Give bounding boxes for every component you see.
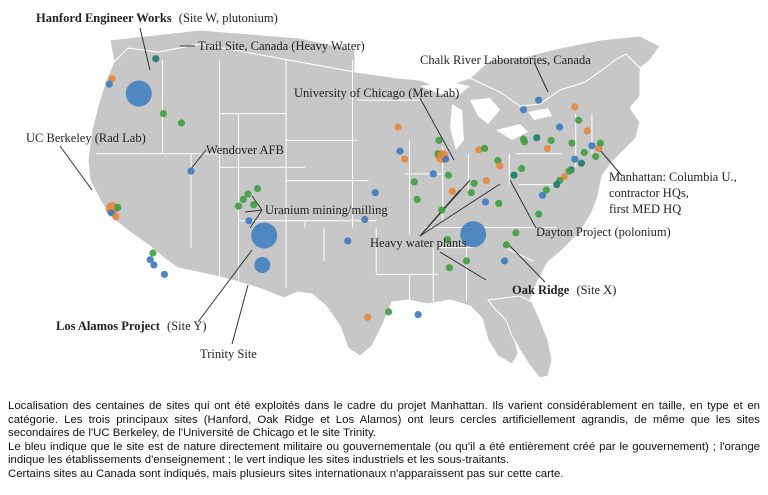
label-trinity: Trinity Site — [200, 347, 257, 361]
site-marker-chalk-river — [535, 97, 542, 104]
site-marker-s33 — [496, 162, 503, 169]
label-chalk-river: Chalk River Laboratories, Canada — [420, 53, 591, 67]
site-marker-trail — [152, 55, 159, 62]
site-marker-s2 — [106, 81, 113, 88]
site-marker-chalk-river-2 — [520, 106, 527, 113]
site-marker-s25 — [435, 137, 442, 144]
site-marker-s20 — [395, 123, 402, 130]
site-marker-s37 — [468, 189, 475, 196]
label-los-alamos — [56, 319, 207, 333]
site-marker-trinity — [254, 257, 270, 273]
site-marker-s63 — [556, 123, 563, 130]
site-marker-s64 — [503, 241, 510, 248]
label-hanford-detail: (Site W, plutonium) — [178, 11, 278, 25]
label-manhattan-3: first MED HQ — [609, 202, 682, 216]
site-marker-s58 — [581, 149, 588, 156]
site-marker-canada-east — [571, 103, 578, 110]
site-marker-s44 — [548, 137, 555, 144]
label-dayton: Dayton Project (polonium) — [536, 225, 671, 239]
label-los-alamos-name: Los Alamos Project — [56, 319, 160, 333]
label-los-alamos-detail: (Site Y) — [167, 319, 207, 333]
site-marker-s24 — [430, 170, 437, 177]
caption-paragraph-2: Le bleu indique que le site est de nature directement militaire ou gouvernementale (ou qu'il a été entièrement créé par le gouvernement) ; l'orange indique les établissements d'enseignement ; le vert indique les sites industriels et les sous-traitants. — [8, 440, 760, 467]
label-hanford — [36, 11, 278, 25]
site-marker-s53 — [539, 192, 546, 199]
leader-berkeley — [60, 146, 92, 190]
site-marker-s42 — [533, 134, 540, 141]
site-marker-s12 — [240, 196, 247, 203]
site-marker-los-alamos — [251, 223, 277, 249]
label-uranium: Uranium mining/milling — [265, 203, 388, 217]
site-marker-s36 — [483, 177, 490, 184]
site-marker-s45 — [568, 140, 575, 147]
site-marker-s76 — [437, 152, 444, 159]
site-marker-s29 — [449, 188, 456, 195]
site-marker-s14 — [235, 203, 242, 210]
site-marker-s4 — [178, 119, 185, 126]
site-marker-s31 — [481, 145, 488, 152]
site-marker-s57 — [578, 160, 585, 167]
site-marker-s10 — [149, 249, 156, 256]
site-marker-s9 — [150, 261, 157, 268]
caption-paragraph-3: Certains sites au Canada sont indiqués, mais plusieurs sites internationaux n'apparaissent pas sur cette carte. — [8, 467, 564, 480]
figure-caption — [8, 400, 760, 482]
label-trail: Trail Site, Canada (Heavy Water) — [198, 39, 365, 53]
label-heavy-water: Heavy water plants — [370, 236, 467, 250]
site-marker-s41 — [521, 138, 528, 145]
site-marker-s65 — [512, 229, 519, 236]
site-marker-s71 — [344, 237, 351, 244]
site-marker-s66 — [501, 257, 508, 264]
site-marker-s74 — [385, 308, 392, 315]
site-marker-s35 — [518, 165, 525, 172]
label-oak-ridge — [512, 283, 616, 297]
site-marker-s51 — [553, 181, 560, 188]
site-marker-s3 — [160, 110, 167, 117]
site-marker-s61 — [584, 127, 591, 134]
site-marker-s69 — [438, 207, 445, 214]
caption-paragraph-1: Localisation des centaines de sites qui ont été exploités dans le cadre du projet Manhattan. Ils varient considérablement en taille, en type et en catégorie. Les trois principaux sites (Hanford, Oak Ridge et Los Alamos) ont leurs cercles artificiellement agrandis, de même que les sites secondaires de l'UC Berkeley, de l'Université de Chicago et le site Trinity. — [8, 400, 760, 440]
site-marker-s11 — [161, 271, 168, 278]
label-hanford-name: Hanford Engineer Works — [36, 11, 172, 25]
site-marker-s70 — [372, 189, 379, 196]
site-marker-dayton — [471, 180, 478, 187]
site-marker-s34 — [510, 172, 517, 179]
site-marker-s54 — [535, 211, 542, 218]
leader-trinity — [232, 285, 248, 344]
site-marker-s56 — [592, 153, 599, 160]
site-marker-s15 — [250, 201, 257, 208]
site-marker-wendover — [187, 168, 194, 175]
site-marker-s39 — [495, 200, 502, 207]
site-marker-s19 — [396, 148, 403, 155]
site-marker-s73 — [415, 311, 422, 318]
site-marker-s67 — [463, 257, 470, 264]
label-berkeley: UC Berkeley (Rad Lab) — [26, 131, 146, 145]
site-marker-s48 — [566, 168, 573, 175]
label-oak-ridge-detail: (Site X) — [576, 283, 617, 297]
site-marker-s46 — [571, 156, 578, 163]
site-marker-s13 — [244, 190, 251, 197]
site-marker-s23 — [411, 178, 418, 185]
site-marker-s7 — [114, 204, 121, 211]
label-wendover: Wendover AFB — [206, 143, 284, 157]
site-marker-s60 — [597, 140, 604, 147]
site-marker-s43 — [544, 145, 551, 152]
site-marker-s59 — [588, 142, 595, 149]
site-marker-s38 — [482, 198, 489, 205]
label-manhattan-1: Manhattan: Columbia U., — [609, 170, 737, 184]
site-marker-s62 — [575, 117, 582, 124]
site-marker-s72 — [364, 314, 371, 321]
label-manhattan-2: contractor HQs, — [609, 186, 689, 200]
site-marker-s16 — [254, 185, 261, 192]
site-marker-s21 — [401, 156, 408, 163]
site-marker-s28 — [445, 172, 452, 179]
site-marker-s68 — [446, 264, 453, 271]
label-uchicago: University of Chicago (Met Lab) — [294, 86, 460, 100]
site-marker-s6 — [112, 213, 119, 220]
label-oak-ridge-name: Oak Ridge — [512, 283, 570, 297]
site-marker-hanford — [126, 81, 152, 107]
site-marker-s17 — [245, 217, 252, 224]
site-marker-s22 — [414, 196, 421, 203]
